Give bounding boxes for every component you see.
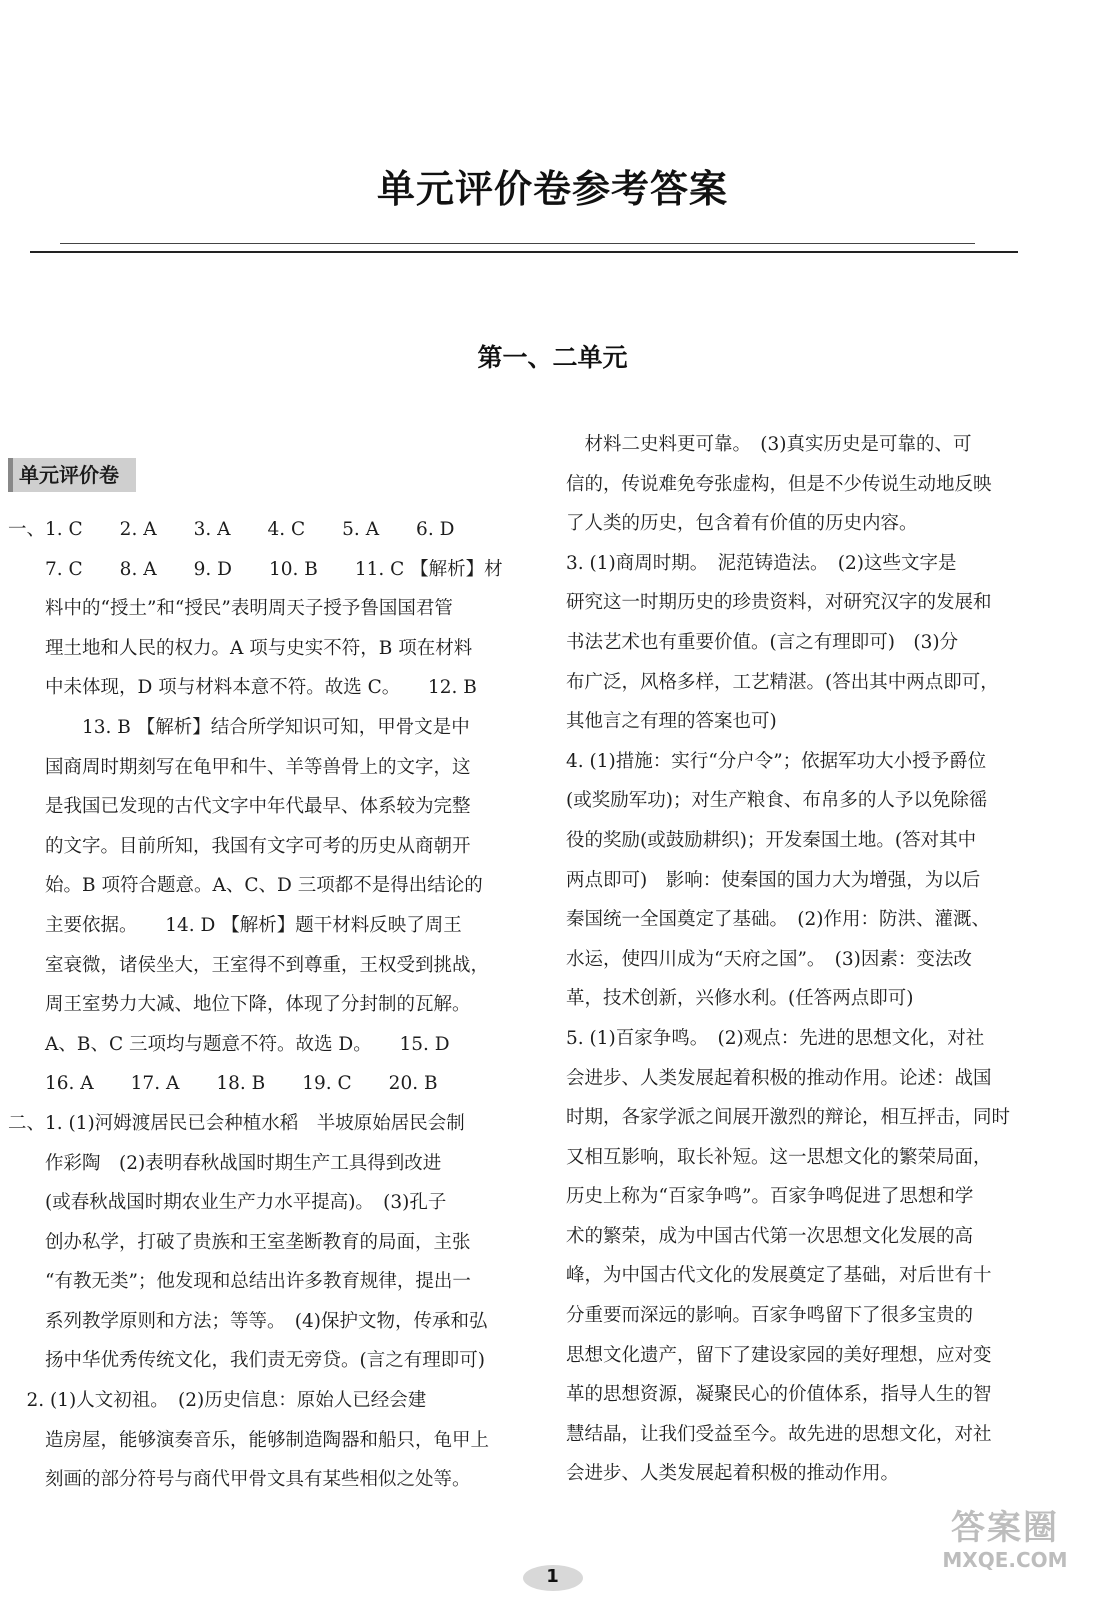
text-line: 周王室势力大减、地位下降，体现了分封制的瓦解。	[8, 994, 471, 1016]
title-rule-thick	[30, 251, 1018, 253]
text-line: 革，技术创新，兴修水利。(任答两点即可)	[566, 988, 914, 1010]
text-line: 系列教学原则和方法；等等。 (4)保护文物，传承和弘	[8, 1310, 488, 1332]
text-line: 料中的“授土”和“授民”表明周天子授予鲁国国君管	[8, 598, 453, 620]
text-line: 刻画的部分符号与商代甲骨文具有某些相似之处等。	[8, 1469, 471, 1491]
text-line: 室衰微，诸侯坐大，王室得不到尊重，王权受到挑战，	[8, 954, 490, 976]
text-line: 扬中华优秀传统文化，我们责无旁贷。(言之有理即可)	[8, 1350, 485, 1372]
text-line: 造房屋，能够演奏音乐，能够制造陶器和船只，龟甲上	[8, 1429, 490, 1451]
text-line: 国商周时期刻写在龟甲和牛、羊等兽骨上的文字，这	[8, 756, 471, 778]
text-line: 始。B 项符合题意。A、C、D 三项都不是得出结论的	[8, 875, 483, 897]
text-line: 13. B 【解析】结合所学知识可知，甲骨文是中	[8, 716, 470, 738]
watermark-cn: 答案圈	[951, 1508, 1059, 1548]
text-line: 又相互影响，取长补短。这一思想文化的繁荣局面，	[566, 1146, 992, 1168]
text-line: (或奖励军功)；对生产粮食、布帛多的人予以免除徭	[566, 790, 988, 812]
watermark-en: MXQE.COM	[942, 1548, 1068, 1572]
text-line: 创办私学，打破了贵族和王室垄断教育的局面，主张	[8, 1231, 471, 1253]
text-line: 术的繁荣，成为中国古代第一次思想文化发展的高	[566, 1225, 974, 1247]
text-line: 研究这一时期历史的珍贵资料，对研究汉字的发展和	[566, 592, 992, 614]
text-line: 秦国统一全国奠定了基础。 (2)作用：防洪、灌溉、	[566, 909, 990, 931]
text-line: 书法艺术也有重要价值。(言之有理即可) (3)分	[566, 631, 959, 653]
section-title: 第一、二单元	[477, 343, 628, 372]
text-line: 历史上称为“百家争鸣”。百家争鸣促进了思想和学	[566, 1186, 974, 1208]
text-line: A、B、C 三项均与题意不符。故选 D。 15. D	[8, 1033, 450, 1055]
page-number-text: 1	[546, 1566, 559, 1587]
text-line: 是我国已发现的古代文字中年代最早、体系较为完整	[8, 796, 471, 818]
text-line: 水运，使四川成为“天府之国”。 (3)因素：变法改	[566, 948, 972, 970]
text-line: 材料二史料更可靠。 (3)真实历史是可靠的、可	[566, 434, 972, 455]
text-line: (或春秋战国时期农业生产力水平提高)。 (3)孔子	[8, 1192, 447, 1214]
text-line: 主要依据。 14. D 【解析】题干材料反映了周王	[8, 914, 462, 936]
leaf-icon	[523, 1565, 583, 1591]
left-column	[8, 510, 508, 1500]
text-line: 二、1. (1)河姆渡居民已会种植水稻 半坡原始居民会制	[8, 1112, 465, 1134]
text-line: 的文字。目前所知，我国有文字可考的历史从商朝开	[8, 835, 471, 857]
text-line: 7. C 8. A 9. D 10. B 11. C 【解析】材	[8, 558, 503, 580]
text-line: 其他言之有理的答案也可)	[566, 711, 777, 733]
text-line: 会进步、人类发展起着积极的推动作用。	[566, 1463, 900, 1485]
text-line: 革的思想资源，凝聚民心的价值体系，指导人生的智	[566, 1384, 992, 1406]
text-line: 峰，为中国古代文化的发展奠定了基础，对后世有十	[566, 1265, 992, 1287]
right-column	[566, 425, 1046, 1494]
text-line: 役的奖励(或鼓励耕织)；开发秦国土地。(答对其中	[566, 829, 977, 851]
text-line: 思想文化遗产，留下了建设家园的美好理想，应对变	[566, 1344, 992, 1366]
page-title: 单元评价卷参考答案	[376, 167, 728, 211]
text-line: 2. (1)人文初祖。 (2)历史信息：原始人已经会建	[8, 1390, 427, 1412]
text-line: 3. (1)商周时期。 泥范铸造法。 (2)这些文字是	[566, 552, 957, 574]
text-line: 中未体现，D 项与材料本意不符。故选 C。 12. B	[8, 677, 477, 699]
text-line: 信的，传说难免夸张虚构，但是不少传说生动地反映	[566, 473, 992, 495]
watermark	[930, 1508, 1080, 1578]
text-line: 一、1. C 2. A 3. A 4. C 5. A 6. D	[8, 519, 455, 540]
text-line: 5. (1)百家争鸣。 (2)观点：先进的思想文化，对社	[566, 1027, 985, 1049]
text-line: 分重要而深远的影响。百家争鸣留下了很多宝贵的	[566, 1305, 974, 1327]
text-line: 16. A 17. A 18. B 19. C 20. B	[8, 1073, 438, 1095]
section-badge: 单元评价卷	[8, 458, 136, 492]
text-line: 两点即可) 影响：使秦国的国力大为增强，为以后	[566, 869, 981, 891]
title-rule-thin	[60, 243, 975, 244]
text-line: 作彩陶 (2)表明春秋战国时期生产工具得到改进	[8, 1152, 442, 1174]
text-line: 慧结晶，让我们受益至今。故先进的思想文化，对社	[566, 1423, 992, 1445]
text-line: 时期，各家学派之间展开激烈的辩论，相互抨击，同时	[566, 1107, 1011, 1129]
text-line: 4. (1)措施：实行“分户令”；依据军功大小授予爵位	[566, 750, 987, 772]
text-line: “有教无类”；他发现和总结出许多教育规律，提出一	[8, 1271, 471, 1293]
text-line: 了人类的历史，包含着有价值的历史内容。	[566, 513, 918, 535]
text-line: 布广泛，风格多样，工艺精湛。(答出其中两点即可，	[566, 671, 999, 693]
text-line: 理土地和人民的权力。A 项与史实不符，B 项在材料	[8, 637, 473, 659]
text-line: 会进步、人类发展起着积极的推动作用。论述：战国	[566, 1067, 992, 1089]
